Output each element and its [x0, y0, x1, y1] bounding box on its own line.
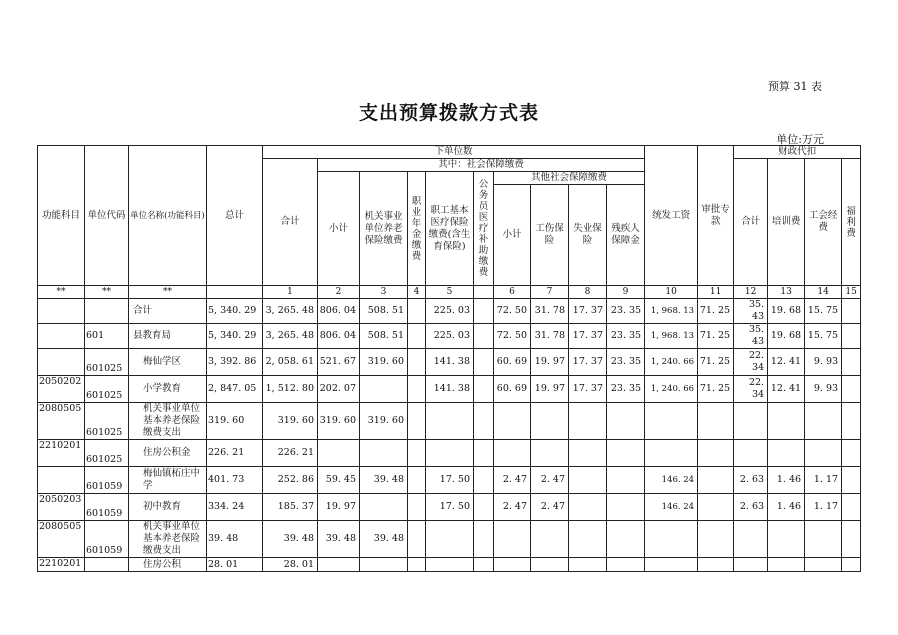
header-annuity: 职业年金缴费: [408, 172, 426, 286]
header-unified-pay: 统发工资: [645, 146, 698, 286]
table-cell: 县教育局: [129, 324, 207, 349]
table-row: [38, 494, 861, 521]
table-cell: [408, 299, 426, 324]
table-cell: [768, 521, 805, 558]
table-cell: [38, 324, 85, 349]
table-cell: [360, 376, 408, 403]
table-cell: [698, 521, 734, 558]
table-cell: 机关事业单位基本养老保险缴费支出: [129, 521, 207, 558]
table-cell: 39. 48: [360, 467, 408, 494]
table-cell: 3, 265. 48: [263, 324, 318, 349]
table-cell: 601025: [85, 376, 129, 403]
table-cell: [494, 440, 531, 467]
table-cell: [645, 521, 698, 558]
header-subtotal-all: 合计: [263, 159, 318, 286]
table-cell: 23. 35: [607, 299, 645, 324]
table-cell: 17. 50: [426, 467, 474, 494]
table-cell: [360, 440, 408, 467]
table-cell: 23. 35: [607, 324, 645, 349]
header-unemployment: 失业保险: [569, 185, 607, 286]
table-cell: 17. 37: [569, 349, 607, 376]
table-cell: 2. 47: [531, 467, 569, 494]
table-cell: 5, 340. 29: [207, 324, 263, 349]
table-cell: 2080505: [38, 521, 85, 558]
col-number: 11: [698, 286, 734, 299]
table-cell: [494, 403, 531, 440]
table-cell: [698, 494, 734, 521]
table-cell: [569, 403, 607, 440]
table-cell: [645, 558, 698, 572]
table-cell: 202. 07: [318, 376, 360, 403]
table-cell: 35. 43: [734, 299, 768, 324]
table-row: [38, 467, 861, 494]
table-row: [38, 521, 861, 558]
table-cell: [408, 467, 426, 494]
table-cell: [474, 376, 494, 403]
table-cell: 2210201: [38, 440, 85, 467]
table-cell: [569, 440, 607, 467]
table-cell: [408, 403, 426, 440]
table-cell: [474, 521, 494, 558]
table-cell: 19. 68: [768, 299, 805, 324]
col-number: 3: [360, 286, 408, 299]
table-cell: 141. 38: [426, 349, 474, 376]
table-cell: [569, 558, 607, 572]
table-row: [38, 558, 861, 572]
table-cell: 601059: [85, 521, 129, 558]
table-cell: 1. 17: [805, 467, 842, 494]
table-cell: 226. 21: [207, 440, 263, 467]
table-cell: 2. 63: [734, 467, 768, 494]
table-cell: 39. 48: [360, 521, 408, 558]
table-cell: 3, 265. 48: [263, 299, 318, 324]
table-cell: 23. 35: [607, 349, 645, 376]
table-cell: 1. 46: [768, 494, 805, 521]
header-union: 工会经费: [805, 159, 842, 286]
table-cell: [474, 299, 494, 324]
table-cell: [805, 440, 842, 467]
page-title: 支出预算拨款方式表: [358, 102, 539, 124]
table-cell: [408, 376, 426, 403]
table-cell: [85, 558, 129, 572]
table-cell: [38, 349, 85, 376]
table-cell: [531, 403, 569, 440]
header-disabled-fund: 残疾人保障金: [607, 185, 645, 286]
table-cell: 71. 25: [698, 324, 734, 349]
header-fiscal-total: 合计: [734, 159, 768, 286]
header-unit-name: 单位名称(功能科目): [129, 146, 207, 286]
table-cell: [360, 494, 408, 521]
table-cell: 5, 340. 29: [207, 299, 263, 324]
table-cell: 12. 41: [768, 349, 805, 376]
table-cell: 185. 37: [263, 494, 318, 521]
col-number: 15: [842, 286, 861, 299]
table-cell: [474, 349, 494, 376]
table-cell: 17. 37: [569, 324, 607, 349]
budget-table: [37, 145, 861, 572]
table-number: 预算 31 表: [768, 80, 822, 93]
table-cell: [531, 521, 569, 558]
table-cell: [408, 558, 426, 572]
table-cell: [768, 440, 805, 467]
table-cell: [842, 440, 861, 467]
header-approval: 审批专款: [698, 146, 734, 286]
col-number: **: [38, 286, 85, 299]
table-cell: [426, 521, 474, 558]
table-cell: 72. 50: [494, 299, 531, 324]
col-number: [207, 286, 263, 299]
table-cell: [734, 558, 768, 572]
table-cell: 2, 847. 05: [207, 376, 263, 403]
table-cell: 19. 97: [318, 494, 360, 521]
table-cell: 19. 97: [531, 376, 569, 403]
table-cell: 28. 01: [263, 558, 318, 572]
table-cell: 19. 97: [531, 349, 569, 376]
table-cell: [474, 467, 494, 494]
table-cell: 521. 67: [318, 349, 360, 376]
col-number: [474, 286, 494, 299]
table-cell: [842, 494, 861, 521]
header-other-ss: 其他社会保障缴费: [494, 172, 645, 185]
table-cell: 71. 25: [698, 376, 734, 403]
table-cell: 601025: [85, 403, 129, 440]
table-header: [38, 146, 861, 299]
table-cell: 601025: [85, 440, 129, 467]
table-cell: 146. 24: [645, 467, 698, 494]
header-total: 总计: [207, 146, 263, 286]
col-number: **: [85, 286, 129, 299]
table-cell: [768, 558, 805, 572]
unit-label: 单位:万元: [776, 133, 824, 146]
header-fiscal: 财政代扣: [734, 146, 861, 159]
table-cell: 2. 47: [531, 494, 569, 521]
table-cell: 2, 058. 61: [263, 349, 318, 376]
table-cell: 15. 75: [805, 324, 842, 349]
table-cell: [698, 440, 734, 467]
table-cell: [531, 440, 569, 467]
table-cell: [569, 494, 607, 521]
table-cell: [842, 299, 861, 324]
table-cell: 19. 68: [768, 324, 805, 349]
table-cell: [607, 494, 645, 521]
table-cell: 601059: [85, 494, 129, 521]
column-number-row: [38, 286, 861, 299]
table-cell: [805, 558, 842, 572]
col-number: 2: [318, 286, 360, 299]
table-cell: [85, 299, 129, 324]
col-number: 4: [408, 286, 426, 299]
table-cell: [734, 440, 768, 467]
table-cell: 59. 45: [318, 467, 360, 494]
table-cell: [698, 558, 734, 572]
table-cell: 3, 392. 86: [207, 349, 263, 376]
table-cell: 住房公积: [129, 558, 207, 572]
table-cell: 1, 968. 13: [645, 324, 698, 349]
table-cell: [842, 521, 861, 558]
header-injury: 工伤保险: [531, 185, 569, 286]
table-cell: 806. 04: [318, 299, 360, 324]
table-cell: [474, 440, 494, 467]
table-cell: 226. 21: [263, 440, 318, 467]
table-cell: [569, 521, 607, 558]
table-cell: [318, 440, 360, 467]
table-cell: 1, 240. 66: [645, 349, 698, 376]
table-cell: 31. 78: [531, 324, 569, 349]
header-training: 培训费: [768, 159, 805, 286]
col-number: 14: [805, 286, 842, 299]
table-cell: 17. 37: [569, 376, 607, 403]
table-cell: 508. 51: [360, 324, 408, 349]
table-row: [38, 440, 861, 467]
table-cell: 252. 86: [263, 467, 318, 494]
table-cell: 2050202: [38, 376, 85, 403]
table-cell: [474, 494, 494, 521]
table-cell: 住房公积金: [129, 440, 207, 467]
table-cell: 508. 51: [360, 299, 408, 324]
table-cell: 2210201: [38, 558, 85, 572]
table-cell: [842, 349, 861, 376]
table-cell: [408, 324, 426, 349]
table-cell: [408, 440, 426, 467]
table-cell: 39. 48: [318, 521, 360, 558]
table-cell: [494, 558, 531, 572]
table-cell: [842, 403, 861, 440]
table-cell: [408, 521, 426, 558]
header-medical: 职工基本医疗保险缴费(含生育保险): [426, 172, 474, 286]
table-cell: [645, 440, 698, 467]
table-cell: [805, 521, 842, 558]
table-cell: [474, 558, 494, 572]
table-cell: 601: [85, 324, 129, 349]
table-cell: 2080505: [38, 403, 85, 440]
table-cell: 22. 34: [734, 376, 768, 403]
header-pension: 机关事业单位养老保险缴费: [360, 172, 408, 286]
col-number: 8: [569, 286, 607, 299]
table-cell: 12. 41: [768, 376, 805, 403]
table-cell: [408, 349, 426, 376]
table-cell: 23. 35: [607, 376, 645, 403]
table-cell: 225. 03: [426, 324, 474, 349]
table-cell: [607, 467, 645, 494]
col-number: 10: [645, 286, 698, 299]
table-cell: 2050203: [38, 494, 85, 521]
table-cell: 601025: [85, 349, 129, 376]
table-cell: [645, 403, 698, 440]
table-cell: 146. 24: [645, 494, 698, 521]
table-cell: [734, 521, 768, 558]
table-cell: 60. 69: [494, 376, 531, 403]
table-cell: 15. 75: [805, 299, 842, 324]
header-civil-medical: 公务员医疗补助缴费: [474, 172, 494, 286]
col-number: 12: [734, 286, 768, 299]
header-unit-code: 单位代码: [85, 146, 129, 286]
table-cell: [360, 558, 408, 572]
table-cell: 60. 69: [494, 349, 531, 376]
table-cell: 334. 24: [207, 494, 263, 521]
table-cell: 319. 60: [263, 403, 318, 440]
table-cell: 225. 03: [426, 299, 474, 324]
table-cell: 初中教育: [129, 494, 207, 521]
table-cell: 31. 78: [531, 299, 569, 324]
table-cell: 401. 73: [207, 467, 263, 494]
table-cell: 28. 01: [207, 558, 263, 572]
table-cell: 小学教育: [129, 376, 207, 403]
table-cell: [698, 467, 734, 494]
table-cell: 1, 512. 80: [263, 376, 318, 403]
table-row: [38, 376, 861, 403]
table-cell: 319. 60: [207, 403, 263, 440]
table-cell: [426, 440, 474, 467]
header-lower-units: 下单位数: [263, 146, 645, 159]
header-xiaoji: 小计: [318, 172, 360, 286]
table-cell: 319. 60: [360, 349, 408, 376]
table-cell: 22. 34: [734, 349, 768, 376]
table-cell: 17. 37: [569, 299, 607, 324]
table-cell: [768, 403, 805, 440]
table-cell: 合计: [129, 299, 207, 324]
table-row: [38, 324, 861, 349]
table-cell: [38, 299, 85, 324]
table-cell: [842, 324, 861, 349]
table-cell: 806. 04: [318, 324, 360, 349]
table-cell: [607, 558, 645, 572]
table-cell: 71. 25: [698, 299, 734, 324]
table-row: [38, 299, 861, 324]
table-cell: 39. 48: [207, 521, 263, 558]
table-cell: 2. 63: [734, 494, 768, 521]
col-number: 5: [426, 286, 474, 299]
col-number: 13: [768, 286, 805, 299]
table-cell: [805, 403, 842, 440]
table-cell: 2. 47: [494, 467, 531, 494]
table-cell: 72. 50: [494, 324, 531, 349]
table-cell: 1, 240. 66: [645, 376, 698, 403]
header-func: 功能科目: [38, 146, 85, 286]
col-number: **: [129, 286, 207, 299]
table-cell: 39. 48: [263, 521, 318, 558]
table-cell: [426, 403, 474, 440]
table-cell: [569, 467, 607, 494]
table-row: [38, 349, 861, 376]
table-cell: [318, 558, 360, 572]
table-cell: [842, 376, 861, 403]
table-cell: 1. 17: [805, 494, 842, 521]
table-cell: 机关事业单位基本养老保险缴费支出: [129, 403, 207, 440]
table-cell: 319. 60: [360, 403, 408, 440]
header-of-which: 其中：社会保障缴费: [318, 159, 645, 172]
col-number: 1: [263, 286, 318, 299]
table-row: [38, 403, 861, 440]
table-cell: 1, 968. 13: [645, 299, 698, 324]
table-cell: 梅仙镇柘庄中学: [129, 467, 207, 494]
table-cell: 319. 60: [318, 403, 360, 440]
table-cell: 35. 43: [734, 324, 768, 349]
table-cell: [698, 403, 734, 440]
table-cell: 601059: [85, 467, 129, 494]
table-cell: [734, 403, 768, 440]
table-cell: 2. 47: [494, 494, 531, 521]
table-cell: 1. 46: [768, 467, 805, 494]
header-other-xiaoji: 小计: [494, 185, 531, 286]
table-cell: [408, 494, 426, 521]
header-welfare: 福利费: [842, 159, 861, 286]
table-cell: [38, 467, 85, 494]
col-number: 6: [494, 286, 531, 299]
table-cell: [474, 403, 494, 440]
table-cell: 71. 25: [698, 349, 734, 376]
table-cell: 9. 93: [805, 349, 842, 376]
col-number: 9: [607, 286, 645, 299]
table-cell: [842, 558, 861, 572]
table-cell: 9. 93: [805, 376, 842, 403]
col-number: 7: [531, 286, 569, 299]
table-cell: 梅仙学区: [129, 349, 207, 376]
table-cell: [474, 324, 494, 349]
table-cell: [842, 467, 861, 494]
table-body: [38, 299, 861, 572]
table-cell: [607, 521, 645, 558]
table-cell: 17. 50: [426, 494, 474, 521]
table-cell: 141. 38: [426, 376, 474, 403]
table-cell: [426, 558, 474, 572]
table-cell: [607, 403, 645, 440]
table-cell: [607, 440, 645, 467]
table-cell: [494, 521, 531, 558]
table-cell: [531, 558, 569, 572]
